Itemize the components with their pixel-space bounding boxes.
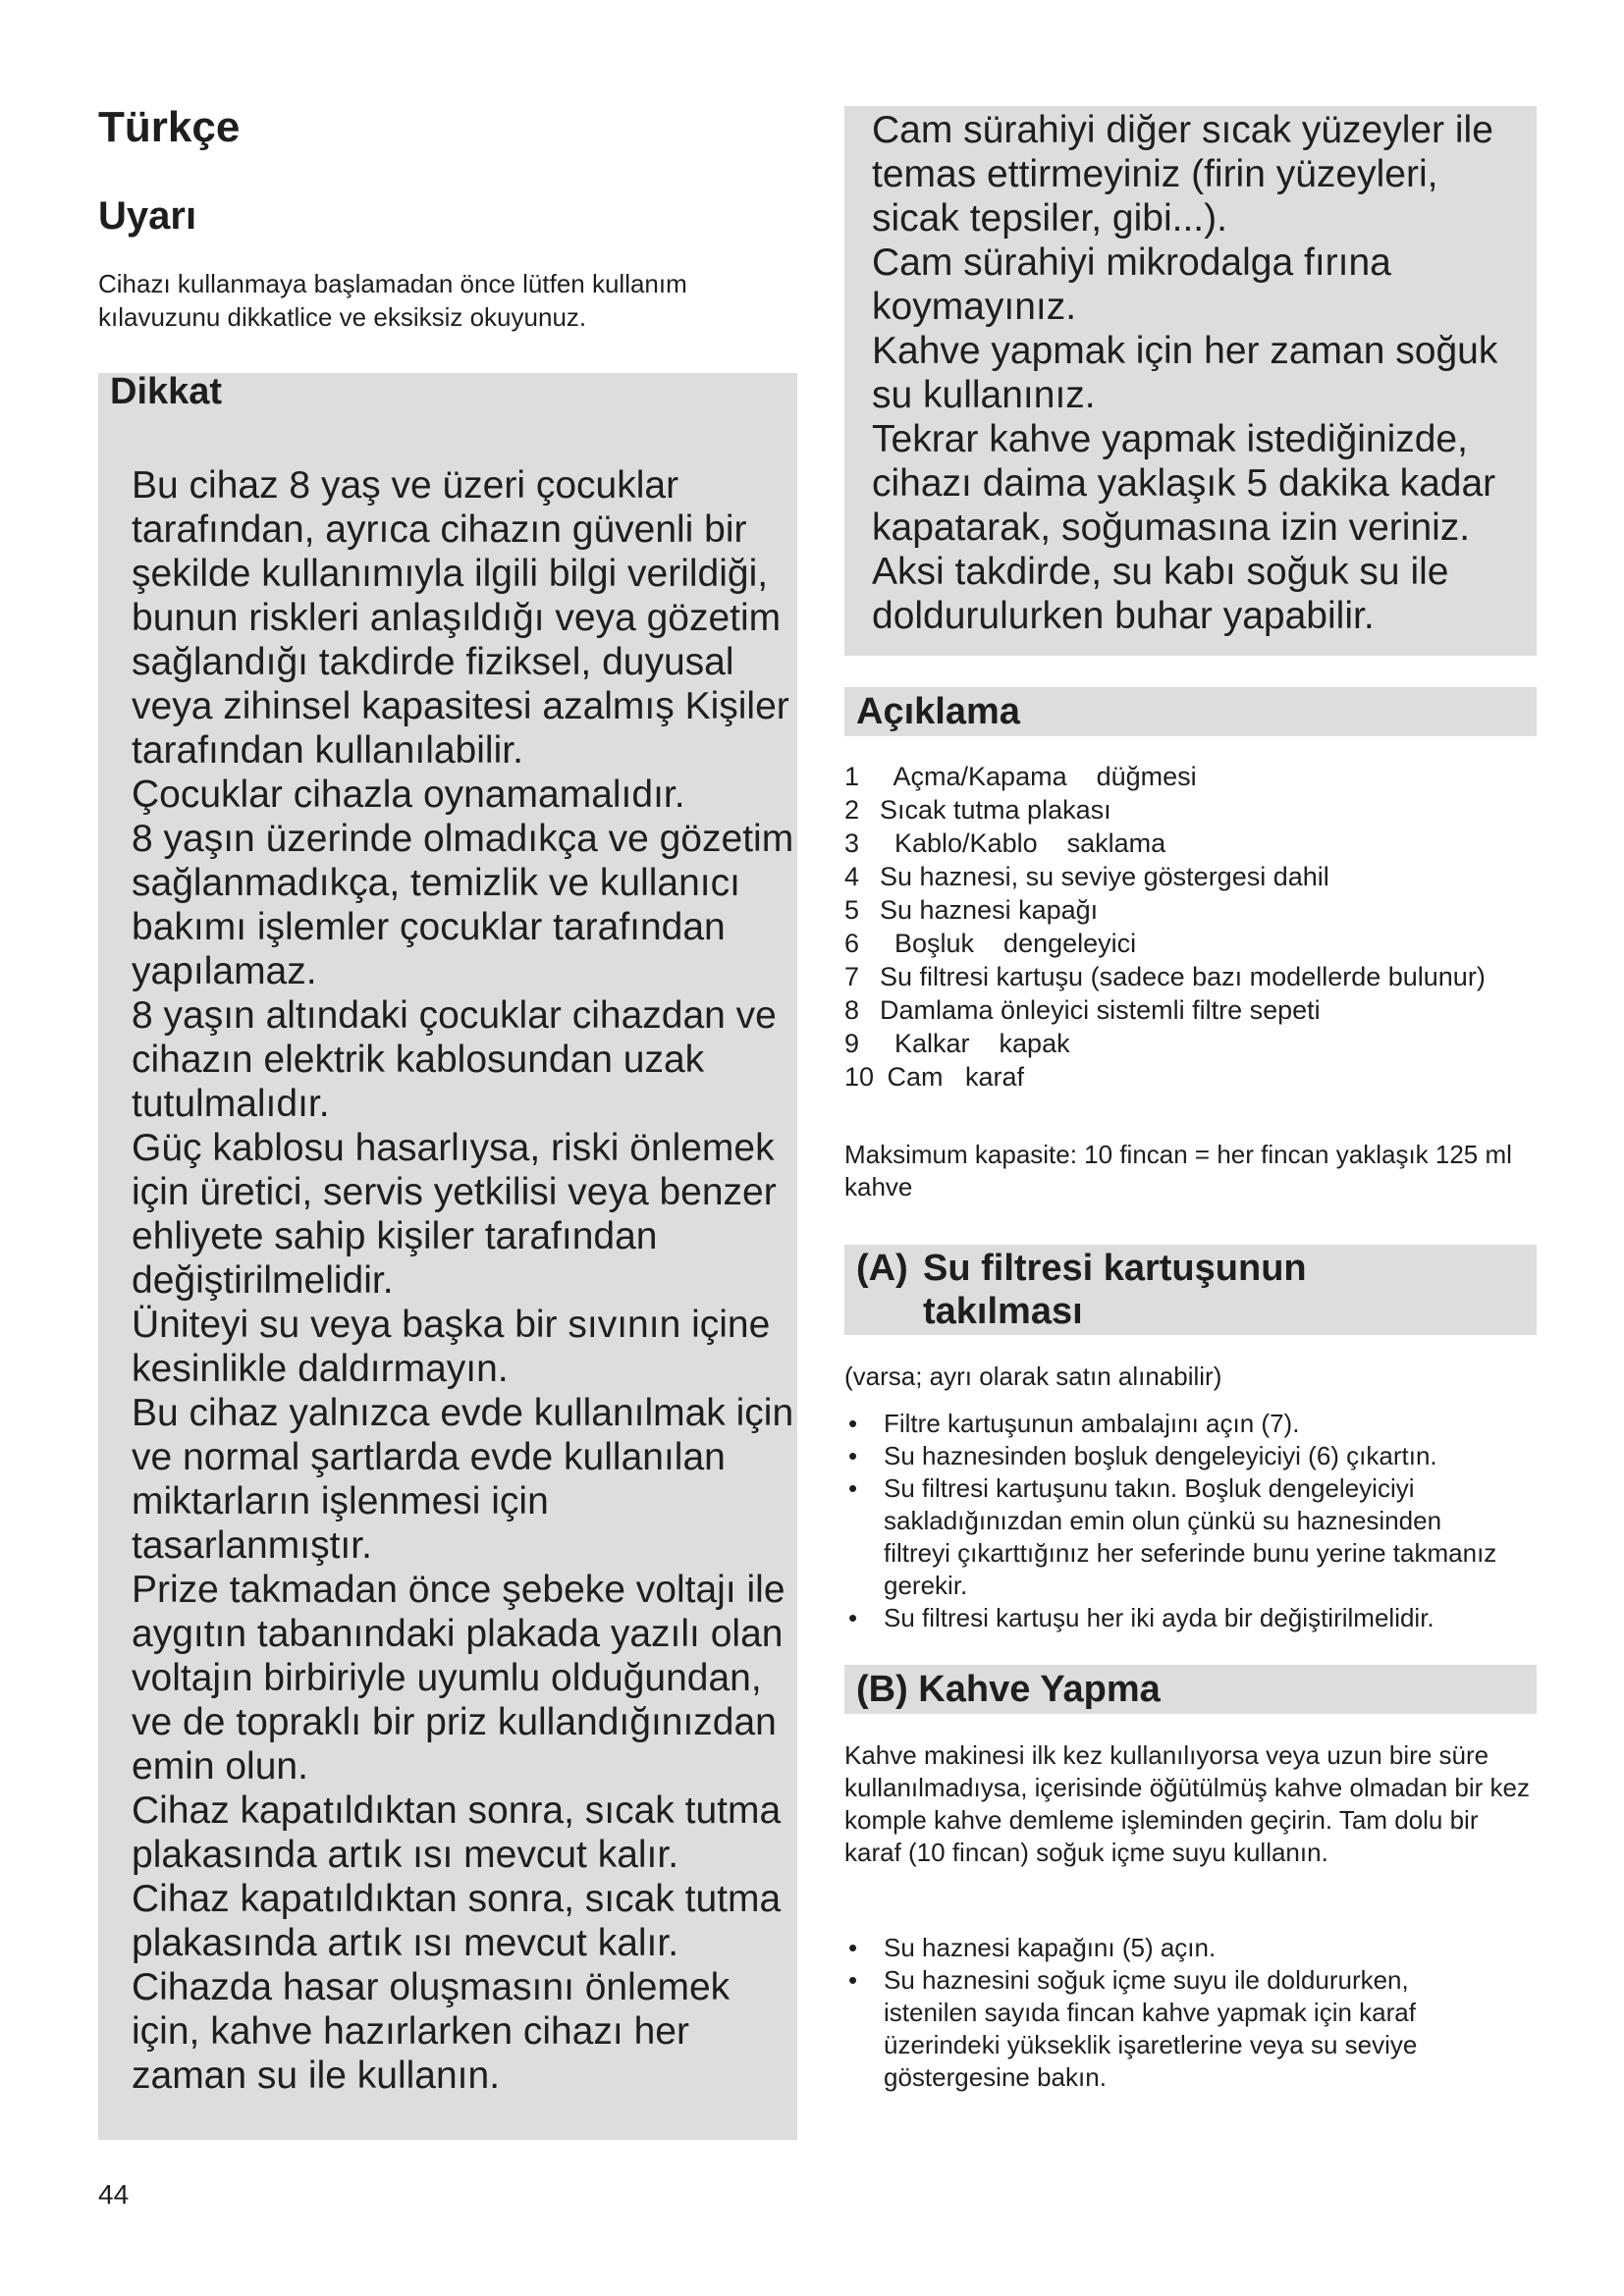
caution-paragraph: Tekrar kahve yapmak istediğinizde, cihazı daima yaklaşık 5 dakika kadar kapatarak, soğumasına izin veriniz. Aksi takdirde, su kabı soğuk su ile doldurulurken buhar yapabilir.	[872, 418, 1496, 637]
description-title: Açıklama	[856, 691, 1020, 732]
warning-heading: Uyarı	[98, 194, 197, 238]
list-item: 8 Damlama önleyici sistemli filtre sepeti	[844, 995, 1321, 1025]
bullet-icon: •	[848, 1933, 858, 1962]
bullet-icon: •	[848, 1473, 858, 1503]
parts-list	[844, 760, 1537, 1094]
section-a-steps	[844, 1408, 1537, 1634]
caution-paragraph: Cam sürahiyi mikrodalga fırına koymayınız.	[872, 241, 1391, 328]
list-item: 9 Kalkar kapak	[844, 1029, 1070, 1058]
section-b-heading	[844, 1665, 1537, 1714]
list-item: • Su haznesinden boşluk dengeleyiciyi (6) çıkartın.	[848, 1441, 1437, 1470]
list-item: • Su filtresi kartuşu her iki ayda bir değiştirilmelidir.	[848, 1603, 1435, 1632]
bullet-icon: •	[848, 1441, 858, 1470]
caution-paragraph: Üniteyi su veya başka bir sıvının içine kesinlikle daldırmayın.	[132, 1304, 771, 1390]
bullet-icon: •	[848, 1965, 858, 1995]
caution-paragraph: Kahve yapmak için her zaman soğuk su kullanınız.	[872, 330, 1498, 416]
list-item: 6 Boşluk dengeleyici	[844, 929, 1137, 958]
list-item: 5 Su haznesi kapağı	[844, 895, 1099, 925]
list-item: 10 Cam karaf	[844, 1062, 1025, 1092]
list-item: • Su filtresi kartuşunu takın. Boşluk dengeleyiciyi sakladığınızdan emin olun çünkü su haznesinden filtreyi çıkarttığınız her seferinde bunu yerine takmanız gerekir.	[848, 1473, 1497, 1600]
caution-paragraph: 8 yaşın altındaki çocuklar cihazdan ve cihazın elektrik kablosundan uzak tutulmalıdır.	[132, 994, 777, 1125]
section-a-title-line2: takılması	[923, 1291, 1083, 1332]
bullet-icon: •	[848, 1603, 858, 1632]
list-item: 2 Sıcak tutma plakası	[844, 795, 1111, 825]
bullet-icon: •	[848, 1409, 858, 1438]
section-b-intro: Kahve makinesi ilk kez kullanılıyorsa veya uzun bire süre kullanılmadıysa, içerisinde öğütülmüş kahve olmadan bir kez komple kahve demleme işleminden geçirin. Tam dolu bir karaf (10 fincan) soğuk içme suyu kullanın.	[844, 1740, 1531, 1867]
list-item: 1 Açma/Kapama düğmesi	[844, 762, 1197, 791]
list-item: • Filtre kartuşunun ambalajını açın (7).	[848, 1409, 1300, 1438]
section-b-title: (B) Kahve Yapma	[856, 1669, 1161, 1710]
caution-paragraph: Bu cihaz yalnızca evde kullanılmak için ve normal şartlarda evde kullanılan miktarların işlenmesi için tasarlanmıştır.	[132, 1392, 794, 1567]
page-number: 44	[98, 2179, 130, 2210]
caution-heading: Dikkat	[110, 371, 223, 412]
caution-paragraph: Cihaz kapatıldıktan sonra, sıcak tutma plakasında artık ısı mevcut kalır.	[132, 1878, 782, 1964]
list-item: 7 Su filtresi kartuşu (sadece bazı modellerde bulunur)	[844, 962, 1486, 991]
language-heading: Türkçe	[98, 103, 241, 151]
caution-paragraph: 8 yaşın üzerinde olmadıkça ve gözetim sağlanmadıkça, temizlik ve kullanıcı bakımı işlemler çocuklar tarafından yapılamaz.	[132, 818, 794, 992]
list-item: 4 Su haznesi, su seviye göstergesi dahil	[844, 862, 1329, 891]
capacity-text: Maksimum kapasite: 10 fincan = her fincan yaklaşık 125 ml kahve	[844, 1140, 1512, 1201]
caution-paragraph: Cihaz kapatıldıktan sonra, sıcak tutma plakasında artık ısı mevcut kalır.	[132, 1789, 782, 1876]
caution-continued-text	[872, 108, 1530, 638]
caution-paragraph: Bu cihaz 8 yaş ve üzeri çocuklar tarafından, ayrıca cihazın güvenli bir şekilde kullanımıyla ilgili bilgi verildiği, bunun riskleri anlaşıldığı veya gözetim sağlandığı takdirde fiziksel, duyusal veya zihinsel kapasitesi azalmış Kişiler tarafından kullanılabilir.	[132, 464, 789, 772]
caution-paragraph: Cihazda hasar oluşmasını önlemek için, kahve hazırlarken cihazı her zaman su ile kullanın.	[132, 1966, 731, 2097]
section-b-steps	[844, 1932, 1537, 2094]
caution-text	[132, 463, 794, 2098]
intro-text: Cihazı kullanmaya başlamadan önce lütfen kullanım kılavuzunu dikkatlice ve eksiksiz okuyunuz.	[98, 269, 687, 332]
caution-paragraph: Cam sürahiyi diğer sıcak yüzeyler ile temas ettirmeyiniz (firin yüzeyleri, sicak tepsiler, gibi...).	[872, 109, 1493, 240]
caution-paragraph: Çocuklar cihazla oynamamalıdır.	[132, 774, 685, 816]
list-item: • Su haznesini soğuk içme suyu ile doldururken, istenilen sayıda fincan kahve yapmak için karaf üzerindeki yükseklik işaretlerine veya su seviye göstergesine bakın.	[848, 1965, 1418, 2092]
section-a-heading	[844, 1245, 1537, 1335]
section-a-title-line1: Su filtresi kartuşunun	[923, 1248, 1307, 1289]
section-a-label: (A)	[856, 1248, 908, 1289]
section-a-note: (varsa; ayrı olarak satın alınabilir)	[844, 1362, 1222, 1391]
list-item: 3 Kablo/Kablo saklama	[844, 828, 1166, 858]
caution-paragraph: Prize takmadan önce şebeke voltajı ile aygıtın tabanındaki plakada yazılı olan voltajın birbiriyle uyumlu olduğundan, ve de topraklı bir priz kullandığınızdan emin olun.	[132, 1569, 785, 1788]
list-item: • Su haznesi kapağını (5) açın.	[848, 1933, 1217, 1962]
description-heading	[844, 687, 1537, 736]
caution-paragraph: Güç kablosu hasarlıysa, riski önlemek için üretici, servis yetkilisi veya benzer ehliyete sahip kişiler tarafından değiştirilmelidir.	[132, 1127, 777, 1302]
